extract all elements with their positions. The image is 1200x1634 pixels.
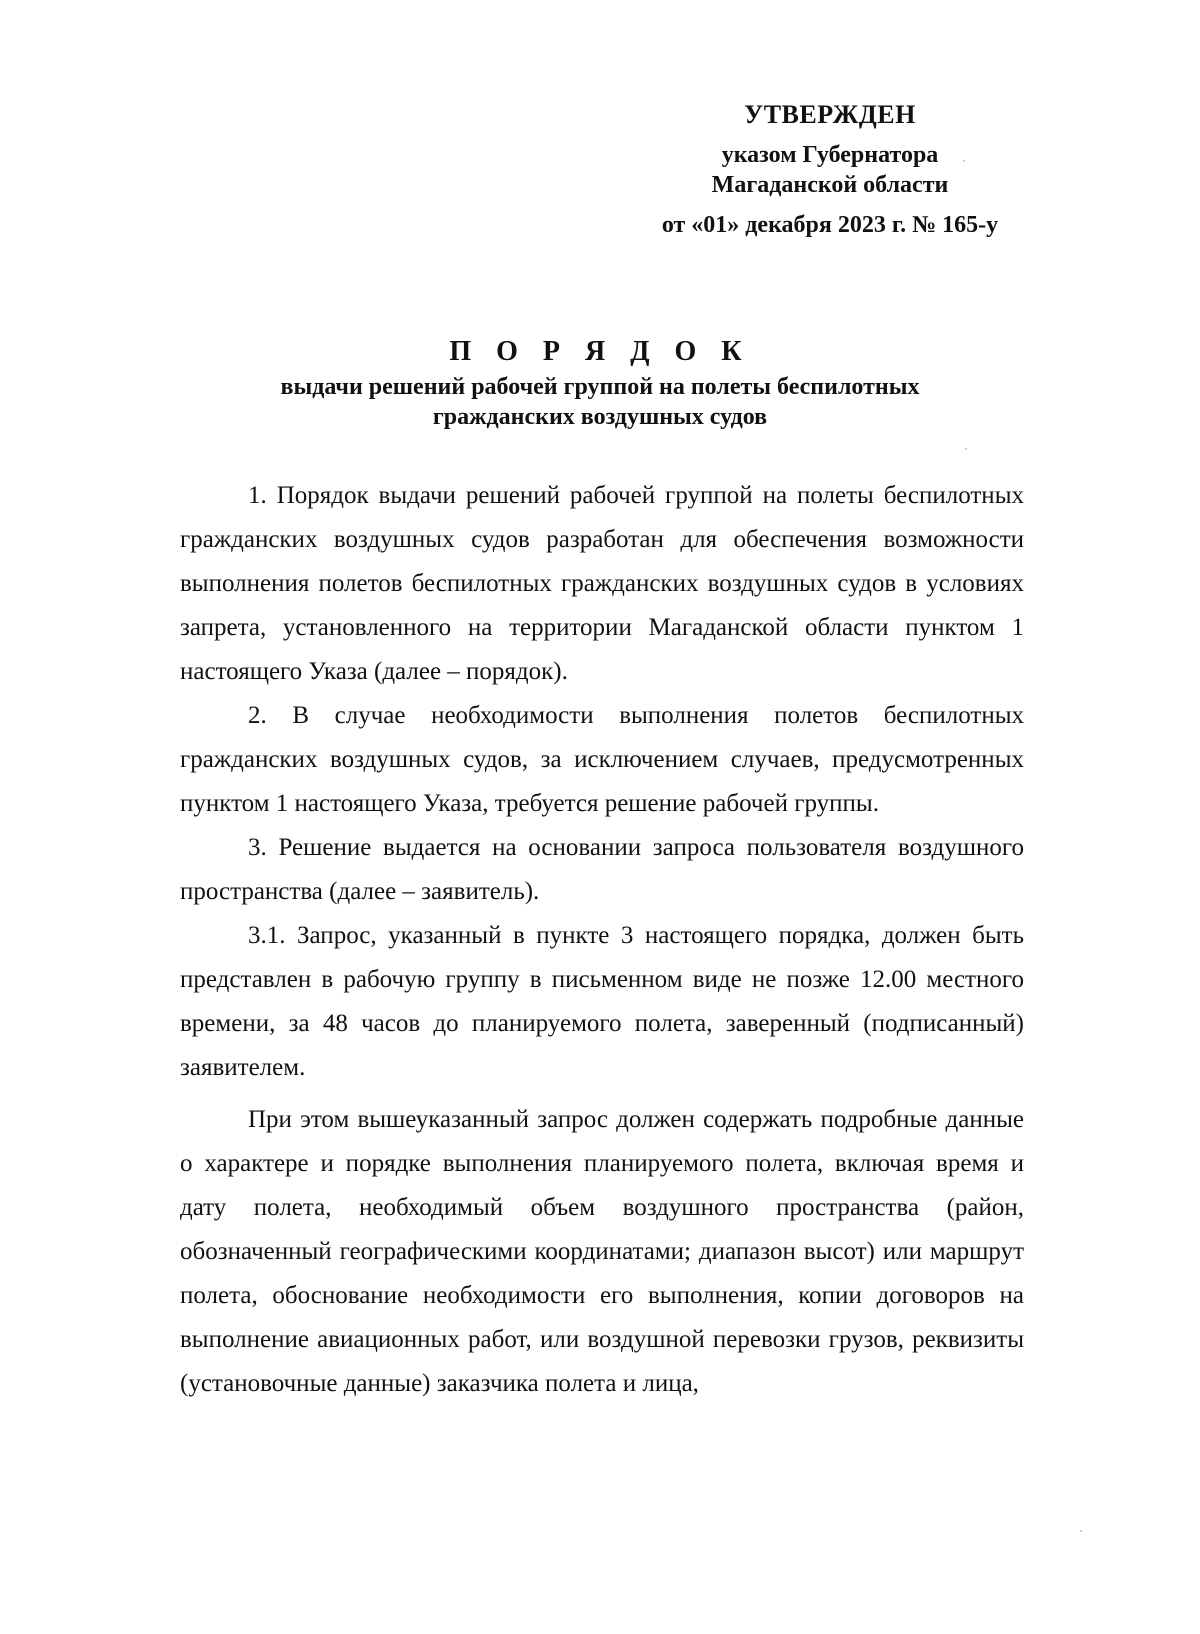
approval-stamp-block (650, 100, 1010, 240)
scan-speck (1080, 1530, 1082, 1532)
paragraph-3: 3. Решение выдается на основании запроса пользователя воздушного пространства (далее – заявитель). (180, 834, 1024, 905)
paragraph-3-1: 3.1. Запрос, указанный в пункте 3 настоящего порядка, должен быть представлен в рабочую группу в письменном виде не позже 12.00 местного времени, за 48 часов до планируемого полета, заверенный (подписанный) заявителем. (180, 922, 1024, 1081)
document-title: П О Р Я Д О К (449, 336, 751, 367)
paragraph-request-details: При этом вышеуказанный запрос должен содержать подробные данные о характере и порядке выполнения планируемого полета, включая время и дату полета, необходимый объем воздушного пространства (район, обозначенный географическими координатами; диапазон высот) или маршрут полета, обоснование необходимости его выполнения, копии договоров на выполнение авиационных работ, или воздушной перевозки грузов, реквизиты (установочные данные) заказчика полета и лица, (180, 1106, 1024, 1397)
scan-speck (965, 448, 967, 450)
document-body (180, 474, 1024, 1406)
document-subtitle-line-1: выдачи решений рабочей группой на полеты беспилотных (280, 374, 920, 400)
paragraph-2: 2. В случае необходимости выполнения полетов беспилотных гражданских воздушных судов, за исключением случаев, предусмотренных пунктом 1 настоящего Указа, требуется решение рабочей группы. (180, 702, 1024, 817)
approval-issuer-line: указом Губернатора (721, 142, 939, 168)
scan-speck (963, 160, 965, 162)
document-subtitle-line-2: гражданских воздушных судов (432, 404, 768, 430)
approval-region-line: Магаданской области (711, 172, 949, 198)
document-title-block (180, 336, 1020, 432)
approval-heading: УТВЕРЖДЕН (744, 100, 916, 129)
approval-date-number: от «01» декабря 2023 г. № 165-у (661, 212, 999, 238)
paragraph-1: 1. Порядок выдачи решений рабочей группой на полеты беспилотных гражданских воздушных судов разработан для обеспечения возможности выполнения полетов беспилотных гражданских воздушных судов в условиях запрета, установленного на территории Магаданской области пунктом 1 настоящего Указа (далее – порядок). (180, 482, 1024, 685)
